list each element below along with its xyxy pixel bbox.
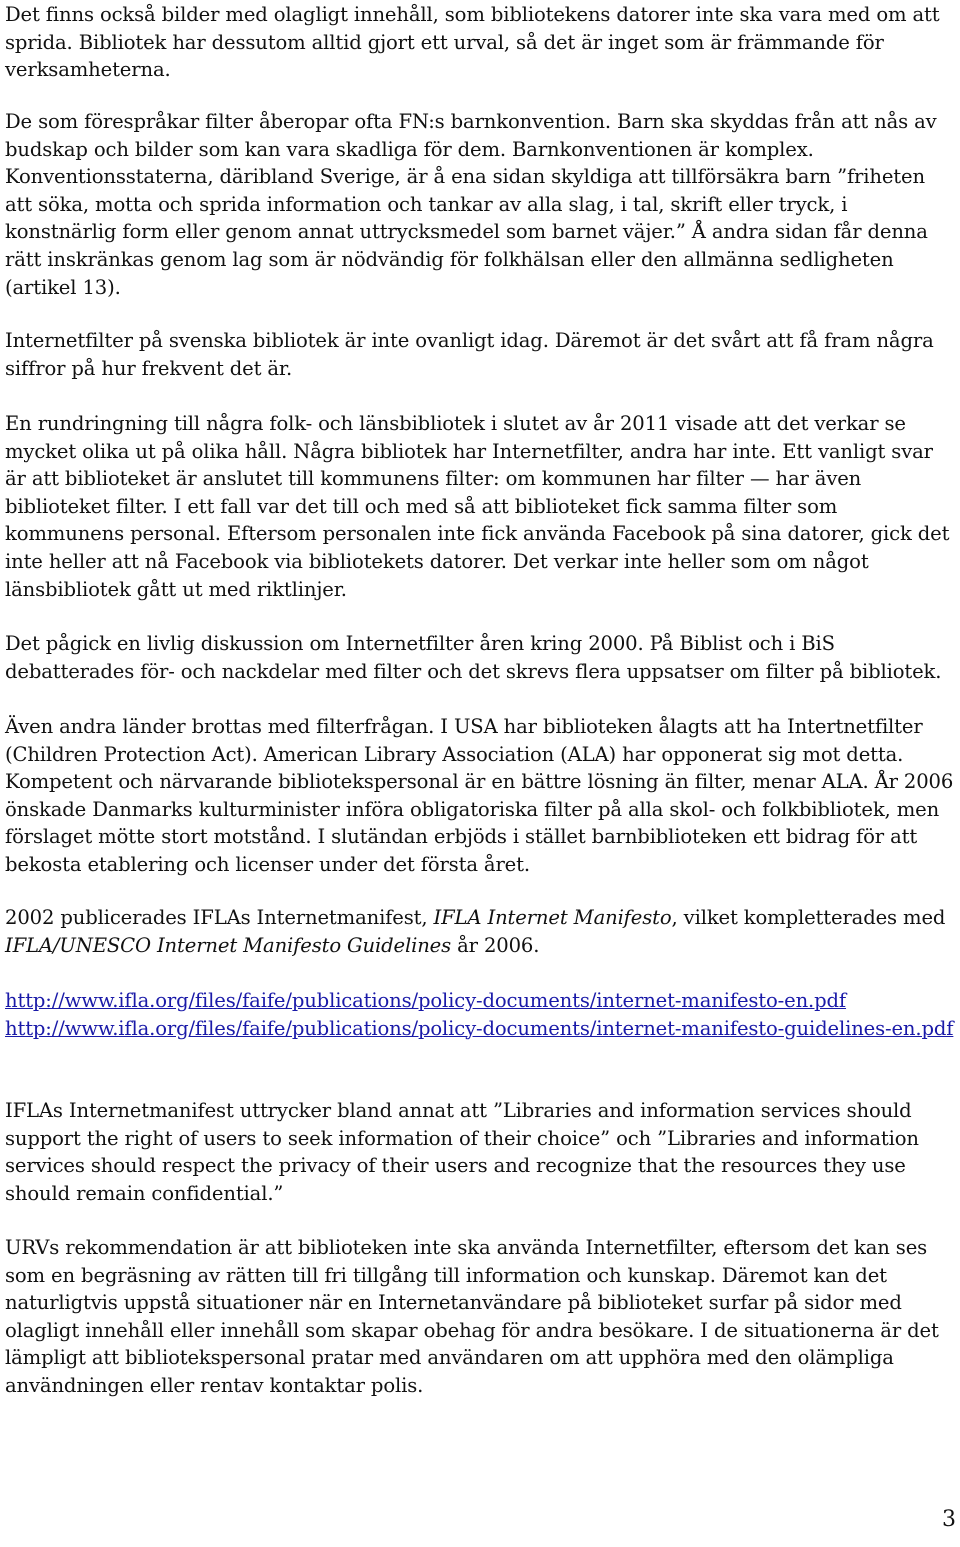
manifesto-title: IFLA Internet Manifesto — [433, 906, 672, 929]
paragraph-survey: En rundringning till några folk- och länsbibliotek i slutet av år 2011 visade att det verkar se mycket olika ut på olika håll. Några bibliotek har Internetfilter, andra har inte. Ett vanligt svar är att biblioteket är anslutet till kommunens filter: om kommunen har filter — har även biblioteket filter. I ett fall var det till och med så att biblioteket fick samma filter som kommunens personal. Eftersom personalen inte fick använda Facebook på sina datorer, gick det inte heller att nå Facebook via bibliotekets datorer. Det verkar inte heller som om något länsbibliotek gått ut med riktlinjer. — [5, 412, 950, 601]
link-list — [5, 987, 953, 1042]
paragraph-ifla-manifesto — [5, 904, 955, 959]
manifesto-text-c: , vilket kompletterades med — [671, 906, 946, 929]
paragraph-urv-recommendation: URVs rekommendation är att biblioteken inte ska använda Internetfilter, eftersom det kan ses som en begräsning av rätten till fri tillgång till information och kunskap. Däremot kan det naturligtvis uppstå situationer när en Internetanvändare på biblioteket surfar på sidor med olagligt innehåll eller innehåll som skapar obehag för andra besökare. I de situationerna är det lämpligt att bibliotekspersonal pratar med användaren om att upphöra med den olämpliga användningen eller rentav kontaktar polis. — [5, 1236, 939, 1397]
paragraph-filter-prevalence: Internetfilter på svenska bibliotek är inte ovanligt idag. Däremot är det svårt att få fram några siffror på hur frekvent det är. — [5, 329, 934, 380]
manifesto-guidelines-title: IFLA/UNESCO Internet Manifesto Guidelines — [5, 933, 452, 957]
link-internet-manifesto-guidelines[interactable]: http://www.ifla.org/files/faife/publications/policy-documents/internet-manifesto-guidelines-en.pdf — [5, 1016, 954, 1040]
paragraph-discussion-2000: Det pågick en livlig diskussion om Internetfilter åren kring 2000. På Biblist och i BiS debatterades för- och nackdelar med filter och det skrevs flera uppsatser om filter på bibliotek. — [5, 632, 942, 683]
paragraph-illegal-content: Det finns också bilder med olagligt innehåll, som bibliotekens datorer inte ska vara med om att sprida. Bibliotek har dessutom alltid gjort ett urval, så det är inget som är främmande för verksamheterna. — [5, 3, 940, 82]
link-internet-manifesto[interactable]: http://www.ifla.org/files/faife/publications/policy-documents/internet-manifesto-en.pdf — [5, 989, 847, 1012]
manifesto-text-a: 2002 publicerades IFLAs Internetmanifest, — [5, 906, 434, 929]
paragraph-child-convention: De som förespråkar filter åberopar ofta FN:s barnkonvention. Barn ska skyddas från att nås av budskap och bilder som kan vara skadliga för dem. Barnkonventionen är komplex. Konventionsstaterna, däribland Sverige, är å ena sidan skyldiga att tillförsäkra barn ”friheten att söka, motta och sprida information och tankar av alla slag, i tal, skrift eller tryck, i konstnärlig form eller genom annat uttrycksmedel som barnet väjer.” Å andra sidan får denna rätt inskränkas genom lag som är nödvändig för folkhälsan eller den allmänna sedligheten (artikel 13). — [5, 110, 937, 299]
page-number: 3 — [942, 1507, 956, 1532]
paragraph-other-countries: Även andra länder brottas med filterfrågan. I USA har biblioteken ålagts att ha Intertnetfilter (Children Protection Act). American Library Association (ALA) har opponerat sig mot detta. Kompetent och närvarande bibliotekspersonal är en bättre lösning än filter, menar ALA. År 2006 önskade Danmarks kulturminister införa obligatoriska filter på alla skol- och folkbibliotek, men förslaget mötte stort motstånd. I slutändan erbjöds i stället barnbiblioteken ett bidrag för att bekosta etablering och licenser under det första året. — [5, 715, 954, 876]
paragraph-manifesto-quote: IFLAs Internetmanifest uttrycker bland annat att ”Libraries and information services should support the right of users to seek information of their choice” och ”Libraries and information services should respect the privacy of their users and recognize that the resources they use should remain confidential.” — [5, 1099, 919, 1205]
manifesto-text-e: år 2006. — [451, 933, 540, 957]
